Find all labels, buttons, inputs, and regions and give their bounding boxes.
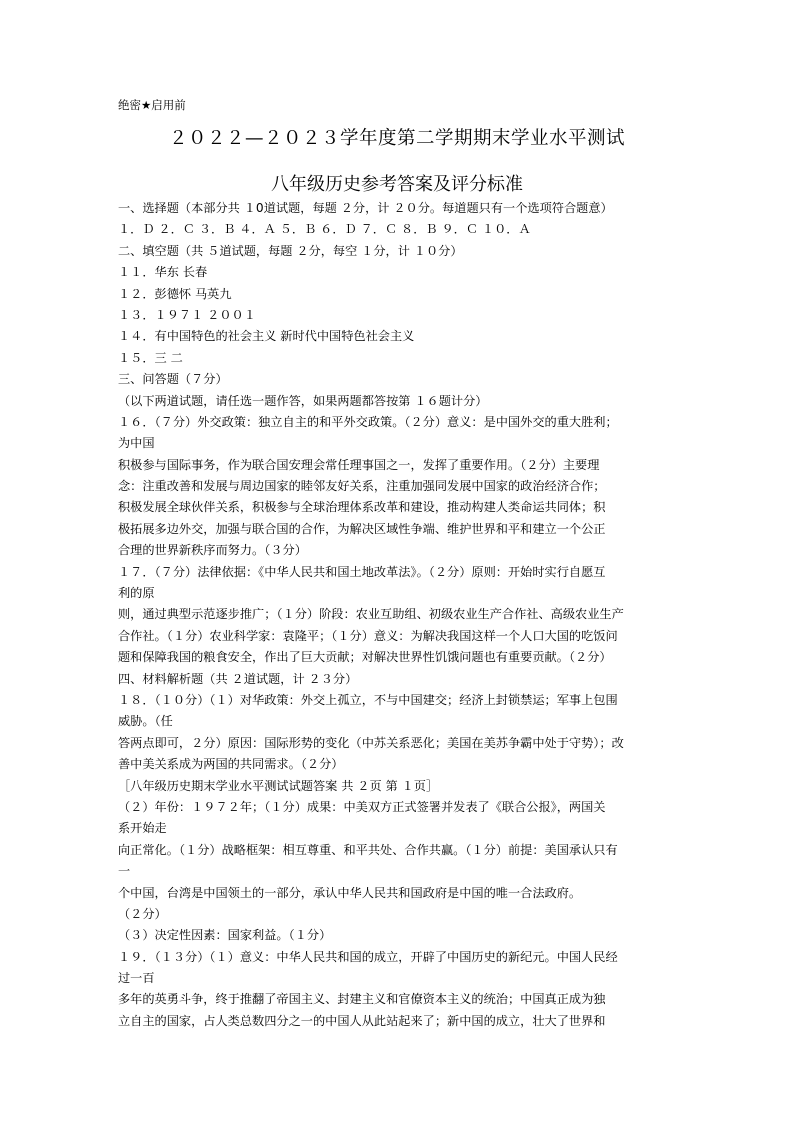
- text-line: 则，通过典型示范逐步推广；（１分）阶段：农业互助组、初级农业生产合作社、高级农业生产: [118, 607, 624, 622]
- text-line: 系开始走: [118, 821, 167, 836]
- text-line: 向正常化。（１分）战略框架：相互尊重、和平共处、合作共赢。（１分）前提：美国承认只有: [118, 842, 618, 857]
- text-line: 为中国: [118, 436, 155, 451]
- text-line: １２．彭德怀 马英九: [118, 286, 232, 301]
- text-line: 答两点即可，２分）原因：国际形势的变化（中苏关系恶化；美国在美苏争霸中处于守势）；改: [118, 735, 624, 750]
- text-line: 个中国，台湾是中国领土的一部分，承认中华人民共和国政府是中国的唯一合法政府。: [118, 885, 582, 900]
- text-line: 利的原: [118, 586, 155, 601]
- text-line: 合作社。（１分）农业科学家：袁隆平；（１分）意义：为解决我国这样一个人口大国的吃饭问: [118, 628, 618, 643]
- text-line: （３）决定性因素：国家利益。（１分）: [118, 928, 332, 943]
- text-line: １３．１９７１ ２００１: [118, 307, 256, 322]
- text-line: 二、填空题（共 ５道试题，每题 ２分，每空 １分，计 １０分）: [118, 243, 463, 258]
- text-line: 题和保障我国的粮食安全，作出了巨大贡献；对解决世界性饥饿问题也有重要贡献。（２分）: [118, 650, 612, 665]
- text-line: 念：注重改善和发展与周边国家的睦邻友好关系，注重加强同发展中国家的政治经济合作；: [118, 479, 606, 494]
- text-line: 一、选择题（本部分共 １0道试题，每题 ２分，计 ２０分。每道题只有一个选项符合题意）: [118, 201, 613, 215]
- text-line: １５．三 二: [118, 350, 183, 365]
- text-line: 过一百: [118, 971, 155, 986]
- secret-label: 绝密★启用前: [118, 98, 186, 112]
- text-line: １６．（７分）外交政策：独立自主的和平外交政策。（２分）意义：是中国外交的重大胜利；: [118, 414, 618, 429]
- text-line: 极拓展多边外交，加强与联合国的合作，为解决区域性争端、维护世界和平和建立一个公正: [118, 521, 606, 536]
- page-title: ２０２２—２０２３学年度第二学期期末学业水平测试: [168, 128, 625, 149]
- text-line: 一: [118, 864, 131, 879]
- text-line: 积极发展全球伙伴关系，积极参与全球治理体系改革和建设，推动构建人类命运共同体；积: [118, 500, 606, 515]
- text-line: 善中美关系成为两国的共同需求。（２分）: [118, 757, 344, 772]
- text-line: 积极参与国际事务，作为联合国安理会常任理事国之一，发挥了重要作用。（２分）主要理: [118, 457, 600, 472]
- page-subtitle: 八年级历史参考答案及评分标准: [271, 174, 523, 195]
- text-line: 三、问答题（７分）: [118, 372, 228, 387]
- text-line: 合理的世界新秩序而努力。（３分）: [118, 543, 307, 558]
- text-line: 威胁。（任: [118, 714, 173, 729]
- text-line: １．Ｄ ２．Ｃ ３．Ｂ ４．Ａ ５．Ｂ ６．Ｄ ７．Ｃ ８．Ｂ ９．Ｃ １０．Ａ: [118, 222, 531, 237]
- text-line: １９．（１３分）（１）意义：中华人民共和国的成立，开辟了中国历史的新纪元。中国人民经: [118, 949, 618, 964]
- text-line: 多年的英勇斗争，终于推翻了帝国主义、封建主义和官僚资本主义的统治；中国真正成为独: [118, 992, 606, 1007]
- text-line: １１．华东 长春: [118, 265, 208, 280]
- text-line: （２分）: [118, 906, 167, 921]
- text-line: １８．（１０分）（１）对华政策：外交上孤立，不与中国建交；经济上封锁禁运；军事上包围: [118, 692, 618, 707]
- answer-text-body: [118, 198, 678, 1032]
- text-line: １７．（７分）法律依据：《中华人民共和国土地改革法》。（２分）原则：开始时实行自愿互: [118, 564, 606, 579]
- text-line: （以下两道试题，请任选一题作答，如果两题都答按第 １６题计分）: [118, 393, 488, 408]
- text-line: （２）年份：１９７２年；（１分）成果：中美双方正式签署并发表了《联合公报》，两国关: [118, 799, 606, 814]
- text-line: １４．有中国特色的社会主义 新时代中国特色社会主义: [118, 329, 415, 344]
- text-line: ［八年级历史期末学业水平测试试题答案 共 ２页 第 １页］: [118, 778, 439, 793]
- text-line: 立自主的国家，占人类总数四分之一的中国人从此站起来了；新中国的成立，壮大了世界和: [118, 1013, 606, 1028]
- text-line: 四、材料解析题（共 ２道试题，计 ２３分）: [118, 671, 358, 686]
